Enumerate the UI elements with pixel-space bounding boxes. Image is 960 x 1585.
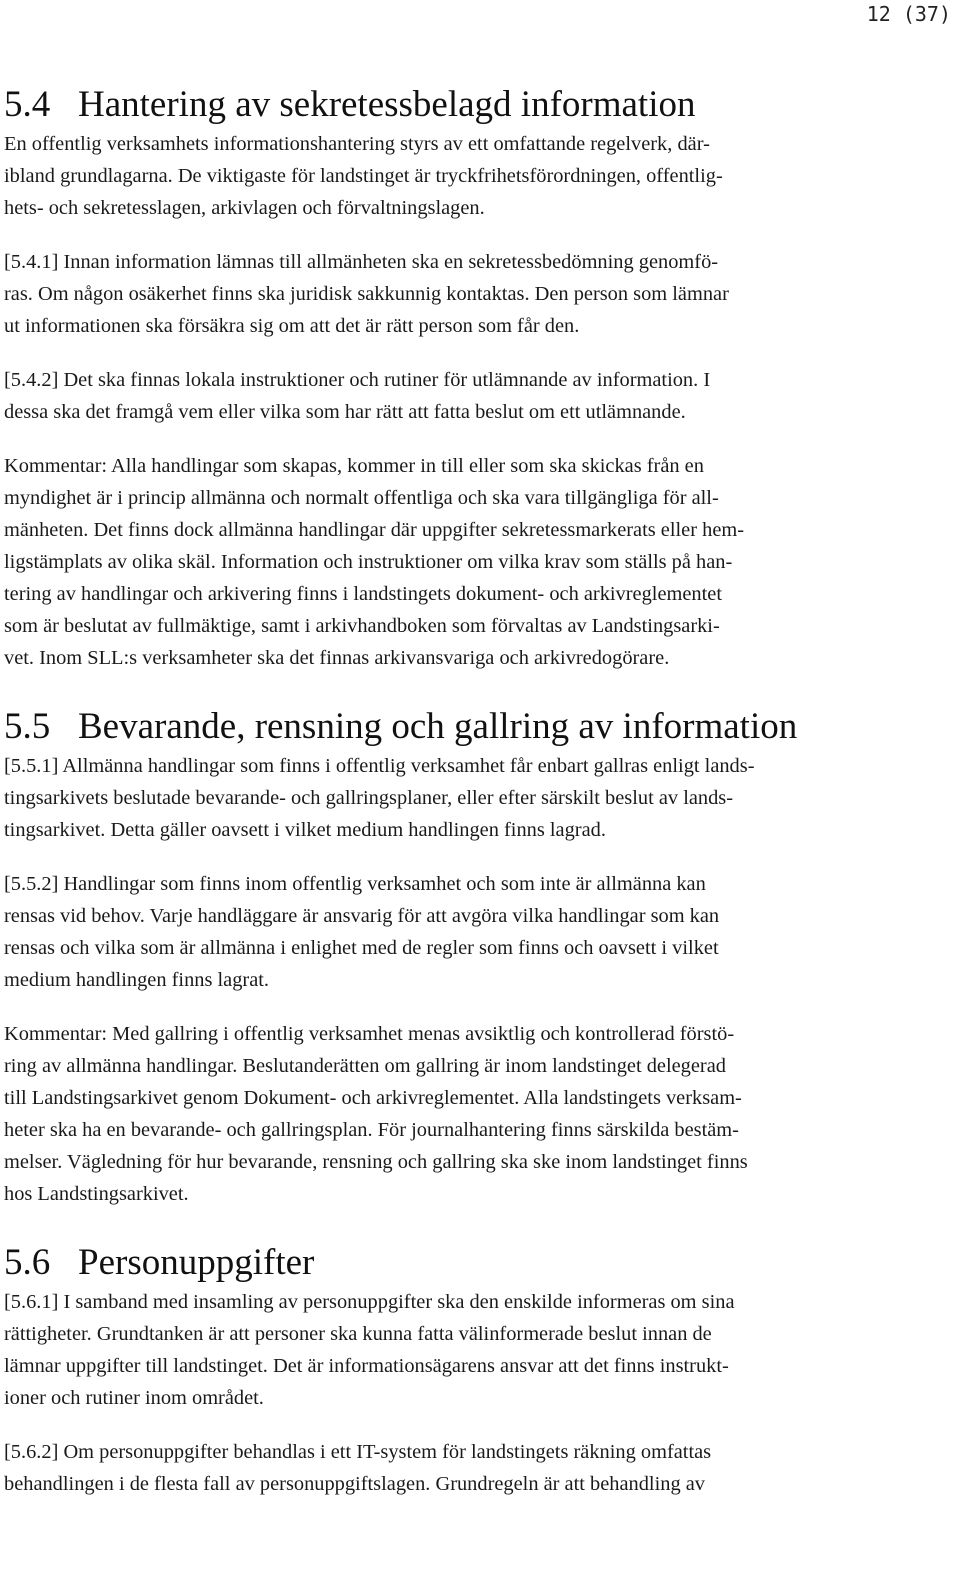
text-line: tingsarkivet. Detta gäller oavsett i vilket medium handlingen finns lagrad.	[4, 819, 606, 841]
section-heading	[4, 1240, 934, 1286]
text-line: [5.6.1] I samband med insamling av personuppgifter ska den enskilde informeras om sina	[4, 1291, 735, 1313]
text-line: tering av handlingar och arkivering finns i landstingets dokument- och arkivreglementet	[4, 583, 722, 605]
text-line: ring av allmänna handlingar. Beslutanderätten om gallring är inom landstinget delegerad	[4, 1055, 726, 1077]
paragraph	[4, 1436, 934, 1500]
text-line: tingsarkivets beslutade bevarande- och gallringsplaner, eller efter särskilt beslut av lands-	[4, 787, 734, 809]
text-line: ioner och rutiner inom området.	[4, 1387, 264, 1409]
text-line: [5.5.2] Handlingar som finns inom offentlig verksamhet och som inte är allmänna kan	[4, 873, 706, 895]
text-line: medium handlingen finns lagrat.	[4, 969, 270, 991]
text-line: ut informationen ska försäkra sig om att det är rätt person som får den.	[4, 315, 580, 337]
text-line: lämnar uppgifter till landstinget. Det är informationsägarens ansvar att det finns instrukt-	[4, 1355, 729, 1377]
text-line: hos Landstingsarkivet.	[4, 1183, 189, 1205]
text-line: som är beslutat av fullmäktige, samt i arkivhandboken som förvaltas av Landstingsarki-	[4, 615, 720, 637]
text-line: [5.5.1] Allmänna handlingar som finns i offentlig verksamhet får enbart gallras enligt lands-	[4, 755, 755, 777]
paragraph	[4, 450, 934, 674]
section-number: 5.4	[4, 84, 51, 125]
text-line: Kommentar: Alla handlingar som skapas, kommer in till eller som ska skickas från en	[4, 455, 704, 477]
text-line: rättigheter. Grundtanken är att personer ska kunna fatta välinformerade beslut innan de	[4, 1323, 712, 1345]
text-line: [5.6.2] Om personuppgifter behandlas i ett IT-system för landstingets räkning omfattas	[4, 1441, 712, 1463]
paragraph	[4, 246, 934, 342]
text-line: dessa ska det framgå vem eller vilka som har rätt att fatta beslut om ett utlämnande.	[4, 401, 686, 423]
section-number: 5.6	[4, 1242, 51, 1283]
page-number: 12 (37)	[866, 2, 951, 26]
text-line: rensas vid behov. Varje handläggare är ansvarig för att avgöra vilka handlingar som kan	[4, 905, 720, 927]
text-line: [5.4.1] Innan information lämnas till allmänheten ska en sekretessbedömning genomfö-	[4, 251, 719, 273]
text-line: myndighet är i princip allmänna och normalt offentliga och ska vara tillgängliga för all-	[4, 487, 719, 509]
text-line: till Landstingsarkivet genom Dokument- och arkivreglementet. Alla landstingets verksam-	[4, 1087, 742, 1109]
paragraph	[4, 868, 934, 996]
paragraph	[4, 1018, 934, 1210]
text-line: ibland grundlagarna. De viktigaste för landstinget är tryckfrihetsförordningen, offentlig-	[4, 165, 723, 187]
section-title: Personuppgifter	[78, 1242, 315, 1283]
text-line: ras. Om någon osäkerhet finns ska juridisk sakkunnig kontaktas. Den person som lämnar	[4, 283, 729, 305]
text-line: vet. Inom SLL:s verksamheter ska det finnas arkivansvariga och arkivredogörare.	[4, 647, 670, 669]
section-title: Hantering av sekretessbelagd information	[78, 84, 696, 125]
paragraph	[4, 128, 934, 224]
paragraph	[4, 1286, 934, 1414]
text-line: rensas och vilka som är allmänna i enlighet med de regler som finns och oavsett i vilket	[4, 937, 719, 959]
section-heading	[4, 704, 934, 750]
text-line: [5.4.2] Det ska finnas lokala instruktioner och rutiner för utlämnande av information. I	[4, 369, 711, 391]
document-body	[4, 82, 934, 1500]
paragraph	[4, 364, 934, 428]
section-heading	[4, 82, 934, 128]
text-line: mänheten. Det finns dock allmänna handlingar där uppgifter sekretessmarkerats eller hem-	[4, 519, 745, 541]
text-line: En offentlig verksamhets informationshantering styrs av ett omfattande regelverk, där-	[4, 133, 710, 155]
section-number: 5.5	[4, 706, 51, 747]
text-line: Kommentar: Med gallring i offentlig verksamhet menas avsiktlig och kontrollerad förstö-	[4, 1023, 735, 1045]
text-line: melser. Vägledning för hur bevarande, rensning och gallring ska ske inom landstinget finns	[4, 1151, 748, 1173]
section-title: Bevarande, rensning och gallring av information	[78, 706, 798, 747]
text-line: behandlingen i de flesta fall av personuppgiftslagen. Grundregeln är att behandling av	[4, 1473, 705, 1495]
text-line: hets- och sekretesslagen, arkivlagen och förvaltningslagen.	[4, 197, 485, 219]
text-line: heter ska ha en bevarande- och gallringsplan. För journalhantering finns särskilda bestäm-	[4, 1119, 739, 1141]
paragraph	[4, 750, 934, 846]
text-line: ligstämplats av olika skäl. Information och instruktioner om vilka krav som ställs på han-	[4, 551, 733, 573]
